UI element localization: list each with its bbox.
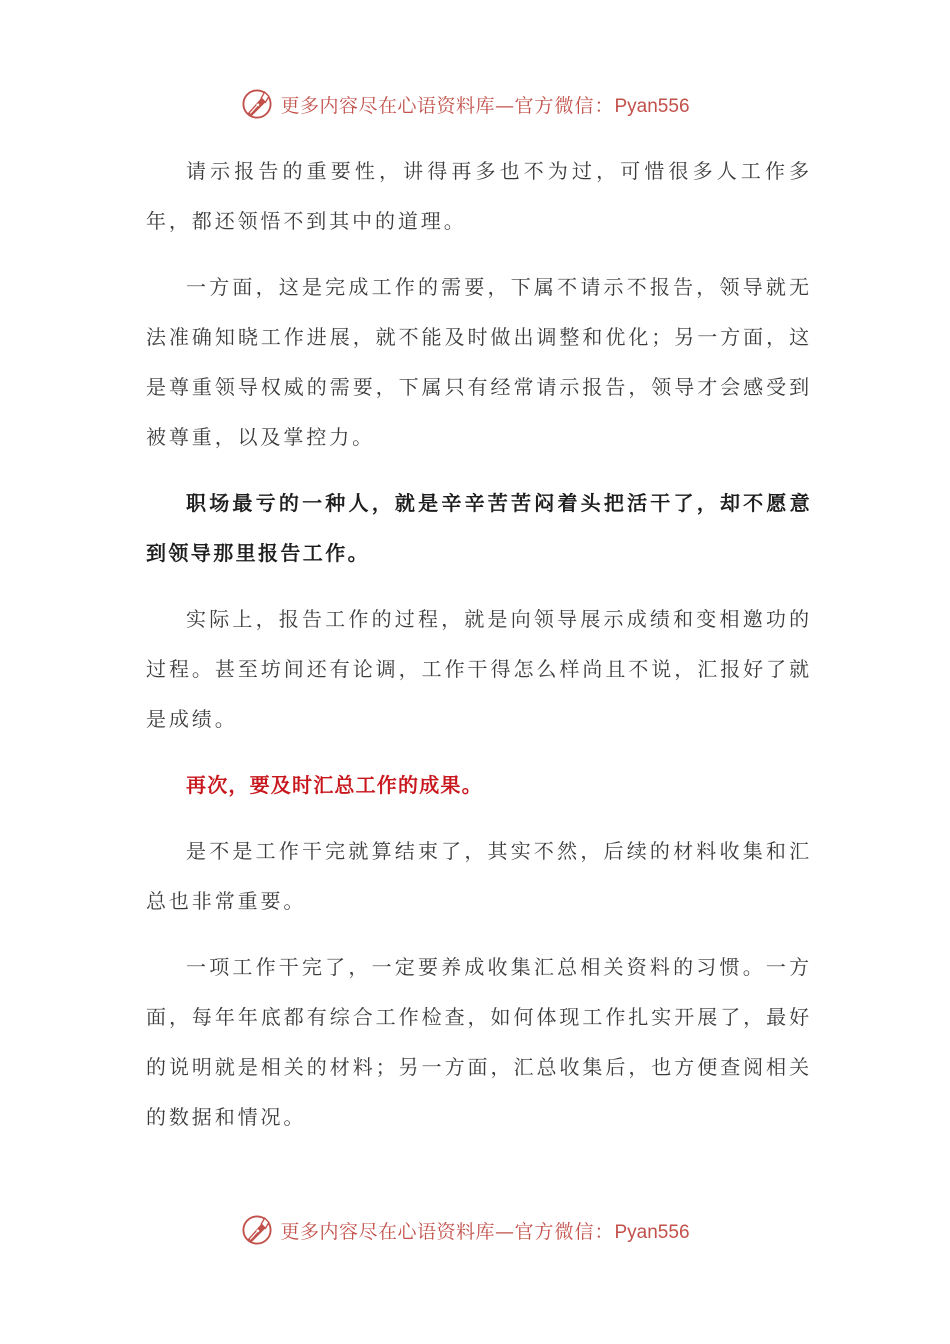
paragraph-7: 一项工作干完了，一定要养成收集汇总相关资料的习惯。一方面，每年年底都有综合工作检查，如何体现工作扎实开展了，最好的说明就是相关的材料；另一方面，汇总收集后，也方便查阅相关的数据和情况。 bbox=[146, 955, 812, 1129]
paragraph-2: 一方面，这是完成工作的需要，下属不请示不报告，领导就无法准确知晓工作进展，就不能及时做出调整和优化；另一方面，这是尊重领导权威的需要，下属只有经常请示报告，领导才会感受到被尊重，以及掌控力。 bbox=[146, 275, 812, 449]
footer-dash: — bbox=[494, 1220, 515, 1243]
paragraph-1: 请示报告的重要性，讲得再多也不为过，可惜很多人工作多年，都还领悟不到其中的道理。 bbox=[146, 159, 812, 233]
header-dash: — bbox=[494, 94, 515, 117]
footer-banner-text bbox=[280, 1217, 689, 1244]
pen-nib-logo-icon bbox=[240, 1213, 274, 1247]
header-banner bbox=[0, 84, 950, 124]
footer-banner-content bbox=[240, 1213, 689, 1247]
paragraph-6: 是不是工作干完就算结束了，其实不然，后续的材料收集和汇总也非常重要。 bbox=[146, 839, 812, 913]
footer-wechat-id: Pyan556 bbox=[614, 1221, 690, 1243]
header-banner-text bbox=[280, 91, 689, 118]
footer-site-name: 更多内容尽在心语资料库 bbox=[280, 1220, 495, 1243]
header-banner-content bbox=[240, 87, 689, 121]
header-wechat-id: Pyan556 bbox=[614, 95, 690, 117]
pen-nib-logo-icon bbox=[240, 87, 274, 121]
footer-banner bbox=[0, 1210, 950, 1250]
footer-wechat-label: 官方微信： bbox=[514, 1220, 615, 1243]
article-body bbox=[146, 146, 812, 1158]
paragraph-4: 实际上，报告工作的过程，就是向领导展示成绩和变相邀功的过程。甚至坊间还有论调，工作干得怎么样尚且不说，汇报好了就是成绩。 bbox=[146, 607, 812, 731]
paragraph-3-bold: 职场最亏的一种人，就是辛辛苦苦闷着头把活干了，却不愿意到领导那里报告工作。 bbox=[146, 491, 812, 565]
header-wechat-label: 官方微信： bbox=[514, 94, 615, 117]
header-site-name: 更多内容尽在心语资料库 bbox=[280, 94, 495, 117]
section-heading-red: 再次，要及时汇总工作的成果。 bbox=[186, 773, 483, 797]
